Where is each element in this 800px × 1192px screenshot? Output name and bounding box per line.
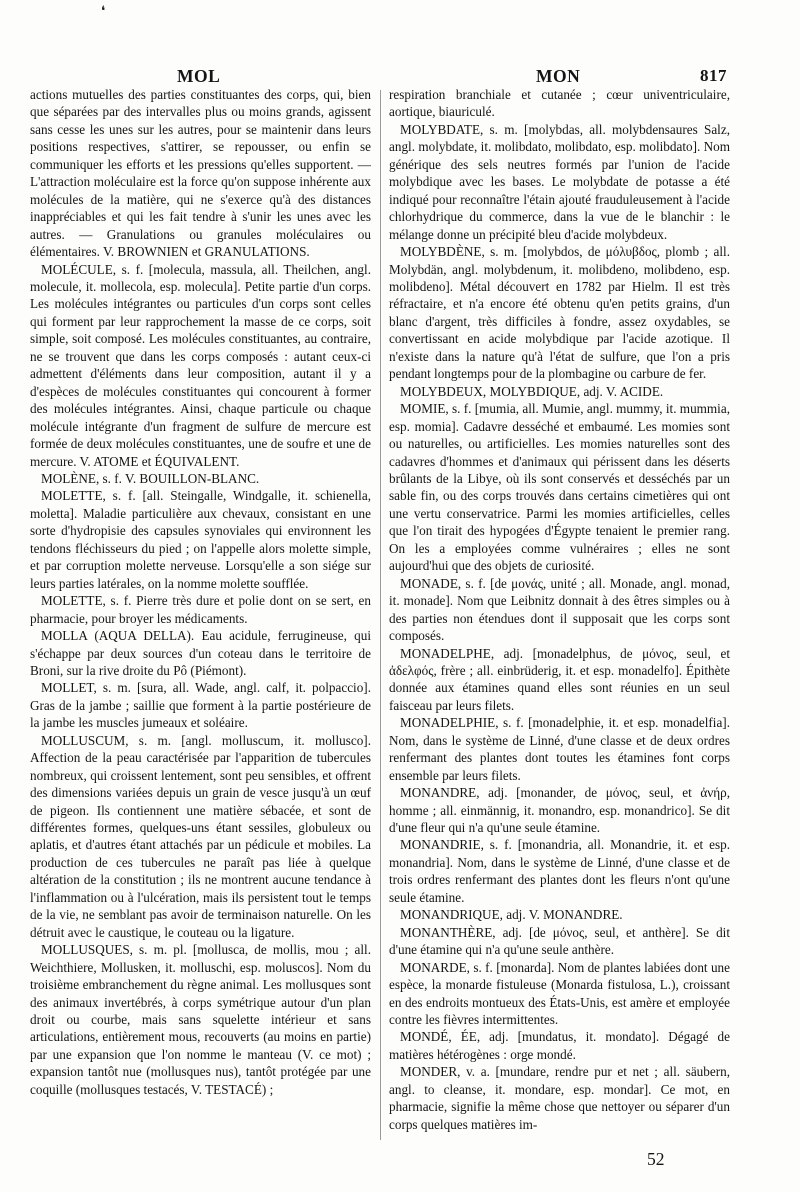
entry-mollet: MOLLET, s. m. [sura, all. Wade, angl. calf, it. polpaccio]. Gras de la jambe ; saillie que forment à la partie postérieure de la jambe les muscles jumeaux et soléaire. xyxy=(30,680,371,731)
left-column xyxy=(30,86,371,1098)
paragraph-continuation: actions mutuelles des parties constituantes des corps, qui, bien que séparées par des intervalles plus ou moins grands, agissent sans cesse les unes sur les autres, pour se maintenir dans leurs positions respectives, s'attirer, se repousser, ou enfin se communiquer les efforts et les pressions qu'elles supportent. — L'attraction moléculaire est la force qu'on suppose inhérente aux molécules de la matière, qui ne s'exerce qu'à des distances inappréciables et qui les fait tendre à s'unir les unes avec les autres. — Granulations ou granules moléculaires ou élémentaires. V. BROWNIEN et GRANULATIONS. xyxy=(30,87,371,260)
entry-molecule: MOLÉCULE, s. f. [molecula, massula, all. Theilchen, angl. molecule, it. mollecola, esp. molecula]. Petite partie d'un corps. Les molécules intégrantes ou particules d'un corps sont celles qui forment par leur rapprochement la masse de ce corps, soit simple, soit composé. Les molécules constituantes, au contraire, ne se trouvent que dans les corps composés : autant ceux-ci admettent d'éléments dans leur composition, autant il y a d'espèces de molécules constituantes qui concourent à former des molécules intégrantes. Ainsi, chaque particule ou chaque molécule intégrante d'un fragment de sulfure de mercure est formée de deux molécules constituantes, une de soufre et une de mercure. V. ATOME et ÉQUIVALENT. xyxy=(30,261,371,469)
page-number: 817 xyxy=(700,66,727,85)
paragraph-continuation: respiration branchiale et cutanée ; cœur univentriculaire, aortique, biauriculé. xyxy=(389,87,730,120)
running-head-left: MOL xyxy=(177,66,221,86)
running-head-right: MON xyxy=(536,66,581,86)
entry-monandrique: MONANDRIQUE, adj. V. MONANDRE. xyxy=(400,907,623,923)
entry-monade: MONADE, s. f. [de μονάς, unité ; all. Monade, angl. monad, it. monade]. Nom que Leibnitz donnait à des êtres simples ou à des parties non étendues dont il supposait que les corps sont composés. xyxy=(389,575,730,644)
entry-mollusques: MOLLUSQUES, s. m. pl. [mollusca, de mollis, mou ; all. Weichthiere, Mollusken, it. molluschi, esp. moluscos]. Nom du troisième embranchement du règne animal. Les mollusques sont des animaux invertébrés, à corps symétrique autour d'un plan droit ou courbe, mais sans squelette intérieur et sans articulations, entièrement mous, recouverts (au moins en partie) par une expansion que l'on nomme le manteau (V. ce mot) ; expansion tantôt nue (mollusques nus), tantôt protégée par une coquille (mollusques testacés, V. TESTACÉ) ; xyxy=(30,942,371,1097)
entry-molla: MOLLA (AQUA DELLA). Eau acidule, ferrugineuse, qui s'échappe par deux sources d'un coteau dans le territoire de Broni, sur la rive droite du Pô (Piémont). xyxy=(30,628,371,678)
signature-mark: 52 xyxy=(647,1149,665,1169)
entry-monde: MONDÉ, ÉE, adj. [mundatus, it. mondato]. Dégagé de matières hétérogènes : orge mondé. xyxy=(389,1029,730,1062)
entry-molybdeux: MOLYBDEUX, MOLYBDIQUE, adj. V. ACIDE. xyxy=(400,383,664,399)
entry-monarde: MONARDE, s. f. [monarda]. Nom de plantes labiées dont une espèce, la monarde fistuleuse (Monarda fistulosa, L.), croissant en des endroits montueux des États-Unis, est amère et employée contre les fièvres intermittentes. xyxy=(389,959,730,1028)
entry-monandre: MONANDRE, adj. [monander, de μόνος, seul, et ἀνήρ, homme ; all. einmännig, it. monandro, esp. monandrico]. Se dit d'une fleur qui n'a qu'une seule étamine. xyxy=(389,785,730,836)
column-divider xyxy=(380,90,381,1140)
entry-molluscum: MOLLUSCUM, s. m. [angl. molluscum, it. mollusco]. Affection de la peau caractérisée par l'apparition de tubercules nombreux, qui croissent lentement, sont peu sensibles, et offrent des dimensions variées depuis un grain de vesce jusqu'à un œuf de pigeon. Ils contiennent une matière sébacée, et sont de différentes formes, quelques-uns étant sessiles, globuleux ou aplatis, et d'autres étant attachés par un pédicule et mobiles. La production de ces tubercules ne paraît pas liée à quelque altération de la constitution ; ils ne montrent aucune tendance à l'inflammation ou à l'ulcération, mais ils persistent tout le temps de la vie, ne semblant pas avoir de terminaison naturelle. On les détruit avec le caustique, le couteau ou la ligature. xyxy=(30,732,371,940)
entry-molette-1: MOLETTE, s. f. [all. Steingalle, Windgalle, it. schienella, moletta]. Maladie particulière aux chevaux, consistant en une sorte d'hydropisie des capsules synoviales qui environnent les tendons fléchisseurs du pied ; on l'appelle alors molette simple, et par corruption molette nerveuse. Lorsqu'elle a son siége sur leurs parties latérales, on la nomme molette soufflée. xyxy=(30,488,371,591)
entry-monadelphie: MONADELPHIE, s. f. [monadelphie, it. et esp. monadelfia]. Nom, dans le système de Linné, d'une classe et de deux ordres renfermant des plantes dont toutes les étamines font corps ensemble par leurs filets. xyxy=(389,715,730,783)
top-specks: ❛ xyxy=(101,3,106,18)
entry-molybdene: MOLYBDÈNE, s. m. [molybdos, de μόλυβδος, plomb ; all. Molybdän, angl. molybdenum, it. molibdeno, molibdeno, esp. molibdeno]. Métal découvert en 1782 par Hielm. Il est très réfractaire, et n'a encore été obtenu qu'en petits grains, d'un blanc d'argent, très difficiles à fondre, assez oxydables, se convertissant en acide molybdique par l'acide azotique. Il n'existe dans la nature qu'à l'état de sulfure, que l'on a pris pendant longtemps pour de la plombagine ou carbure de fer. xyxy=(389,244,730,382)
entry-molybdate: MOLYBDATE, s. m. [molybdas, all. molybdensaures Salz, angl. molybdate, it. molibdato, molibdato, esp. molibdato]. Nom générique des sels neutres formés par l'union de l'acide molybdique avec les bases. Le molybdate de potasse a été indiqué pour reconnaître l'étain ajouté frauduleusement à l'acide chlorhydrique du commerce, dans la vue de le blanchir : le mélange donne un précipité bleu d'acide molybdeux. xyxy=(389,121,730,242)
entry-momie: MOMIE, s. f. [mumia, all. Mumie, angl. mummy, it. mummia, esp. momia]. Cadavre desséché et embaumé. Les momies sont ou naturelles, ou artificielles. Les momies naturelles sont des cadavres d'hommes et d'animaux qui périssent dans les déserts brûlants de la Libye, où ils sont conservés et desséchés par un sable fin, ou des corps trouvés dans certains cimetières qui ont une vertu conservatrice. Parmi les momies artificielles, celles que l'on tirait des hypogées d'Égypte tenaient le premier rang. On les a employées comme vulnéraires ; elles ne sont aujourd'hui que des objets de curiosité. xyxy=(389,401,730,574)
entry-monandrie: MONANDRIE, s. f. [monandria, all. Monandrie, it. et esp. monandria]. Nom, dans le système de Linné, d'une classe et de trois ordres renfermant des plantes dont les fleurs n'ont qu'une seule étamine. xyxy=(389,837,730,905)
entry-monanthere: MONANTHÈRE, adj. [de μόνος, seul, et anthère]. Se dit d'une étamine qui n'a qu'une seule anthère. xyxy=(389,924,730,958)
entry-monder: MONDER, v. a. [mundare, rendre pur et net ; all. säubern, angl. to cleanse, it. mondare, esp. mondar]. Ce mot, en pharmacie, signifie la même chose que nettoyer ou séparer d'un corps quelques matières im- xyxy=(389,1064,730,1132)
right-column xyxy=(389,86,730,1133)
entry-molene: MOLÈNE, s. f. V. BOUILLON-BLANC. xyxy=(41,470,260,486)
entry-molette-2: MOLETTE, s. f. Pierre très dure et polie dont on se sert, en pharmacie, pour broyer les médicaments. xyxy=(30,593,371,626)
entry-monadelphe: MONADELPHE, adj. [monadelphus, de μόνος, seul, et ἀδελφός, frère ; all. einbrüderig, it. et esp. monadelfo]. Épithète donnée aux étamines quand elles sont réunies en un seul faisceau par leurs filets. xyxy=(389,645,730,713)
